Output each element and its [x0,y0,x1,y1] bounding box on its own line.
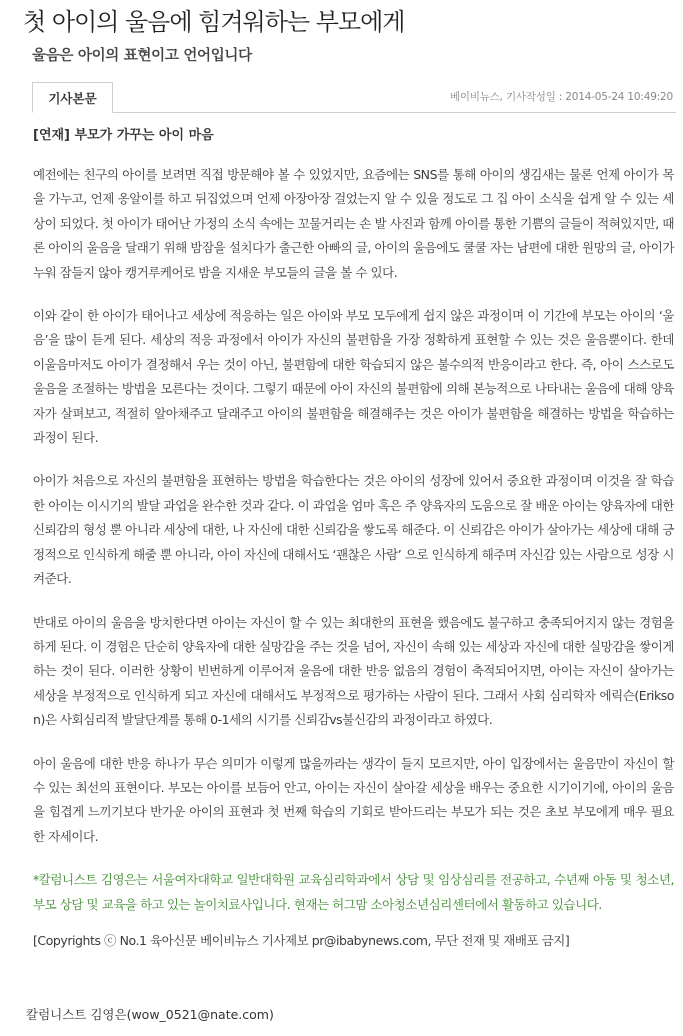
article-paragraph: 반대로 아이의 울음을 방치한다면 아이는 자신이 할 수 있는 최대한의 표현을 했음에도 불구하고 충족되어지지 않는 경험을 하게 된다. 이 경험은 단순히 양육자에 대한 실망감을 주는 것을 넘어, 자신이 속해 있는 세상과 자신에 대한 실망감을 쌓이게 하는 것이 된다. 이러한 상황이 빈번하게 이루어져 울음에 대한 반응 없음의 경험이 축적되어지면, 아이는 자신이 살아가는 세상을 부정적으로 인식하게 되고 자신에 대해서도 부정적으로 평가하는 사람이 된다. 그래서 사회 심리학자 에릭슨(Erikson)은 사회심리적 발달단계를 통해 0-1세의 시기를 신뢰감vs불신감의 과정이라고 하였다. [33,614,674,728]
tab-article-body[interactable]: 기사본문 [32,82,113,113]
article-subtitle: 울음은 아이의 표현이고 언어입니다 [32,48,252,64]
columnist-byline: 칼럼니스트 김영은(wow_0521@nate.com) [26,1007,274,1022]
copyright-notice: [Copyrights ⓒ No.1 육아신문 베이비뉴스 기사제보 pr@ibabynews.com, 무단 전재 및 재배포 금지] [33,932,570,948]
article-paragraph: 이와 같이 한 아이가 태어나고 세상에 적응하는 일은 아이와 부모 모두에게 쉽지 않은 과정이며 이 기간에 부모는 아이의 ‘울음’을 많이 듣게 된다. 세상의 적응 과정에서 아이가 자신의 불편함을 가장 정확하게 표현할 수 있는 것은 울음뿐이다. 한데 이울음마저도 아이가 결정해서 우는 것이 아닌, 불편함에 대한 학습되지 않은 불수의적 반응이라고 한다. 즉, 아이 스스로도 울음을 조절하는 방법을 모른다는 것이다. 그렇기 때문에 아이 자신의 불편함에 의해 본능적으로 나타내는 울음에 대해 양육자가 살펴보고, 적절히 알아채주고 달래주고 아이의 불편함을 해결해주는 것은 아이가 불편함을 해결하는 방법을 학습하는 과정이 된다. [33,308,674,446]
article-paragraph: 예전에는 친구의 아이를 보려면 직접 방문해야 볼 수 있었지만, 요즘에는 SNS를 통해 아이의 생김새는 물론 언제 아이가 목을 가누고, 언제 옹알이를 하고 뒤집었으며 언제 아장아장 걸었는지 알 수 있을 정도로 그 집 아이 소식을 쉽게 알 수 있는 세상이 되었다. 첫 아이가 태어난 가정의 소식 속에는 꼬물거리는 손 발 사진과 함께 아이를 통한 기쁨의 글들이 적혀있지만, 때론 아이의 울음을 달래기 위해 밤잠을 설치다가 출근한 아빠의 글, 아이의 울음에도 쿨쿨 자는 남편에 대한 원망의 글, 아이가 누워 잠들지 않아 캥거루케어로 밤을 지새운 부모들의 글을 볼 수 있다. [33,167,674,280]
article-paragraph: 아이가 처음으로 자신의 불편함을 표현하는 방법을 학습한다는 것은 아이의 성장에 있어서 중요한 과정이며 이것을 잘 학습한 아이는 이시기의 발달 과업을 완수한 것과 같다. 이 과업을 엄마 혹은 주 양육자의 도움으로 잘 배운 아이는 양육자에 대한 신뢰감의 형성 뿐 아니라 세상에 대한, 나 자신에 대한 신뢰감을 쌓도록 해준다. 이 신뢰감은 아이가 살아가는 세상에 대해 긍정적으로 인식하게 해줄 뿐 아니라, 아이 자신에 대해서도 ‘괜찮은 사람’ 으로 인식하게 해주며 자신감 있는 사람으로 성장 시켜준다. [33,473,674,587]
article-body [33,163,674,953]
series-label: [연재] 부모가 가꾸는 아이 마음 [33,128,214,143]
article-meta: 베이비뉴스, 기사작성일 : 2014-05-24 10:49:20 [449,91,673,103]
article-paragraph: 아이 울음에 대한 반응 하나가 무슨 의미가 이렇게 많을까라는 생각이 들지 모르지만, 아이 입장에서는 울음만이 자신이 할 수 있는 최선의 표현이다. 부모는 아이를 보듬어 안고, 아이는 자신이 살아갈 세상을 배우는 중요한 시기이기에, 아이의 울음을 힘겹게 느끼기보다 반가운 아이의 표현과 첫 번째 학습의 기회로 받아드리는 부모가 되는 것은 초보 부모에게 매우 필요한 자세이다. [33,755,674,844]
article-tab-bar [32,82,676,113]
columnist-note: *칼럼니스트 김영은는 서울여자대학교 일반대학원 교육심리학과에서 상담 및 임상심리를 전공하고, 수년째 아동 및 청소년, 부모 상담 및 교육을 하고 있는 놀이치료사입니다. 현재는 허그맘 소아청소년심리센터에서 활동하고 있습니다. [33,872,674,912]
article-title: 첫 아이의 울음에 힘겨워하는 부모에게 [23,8,405,36]
